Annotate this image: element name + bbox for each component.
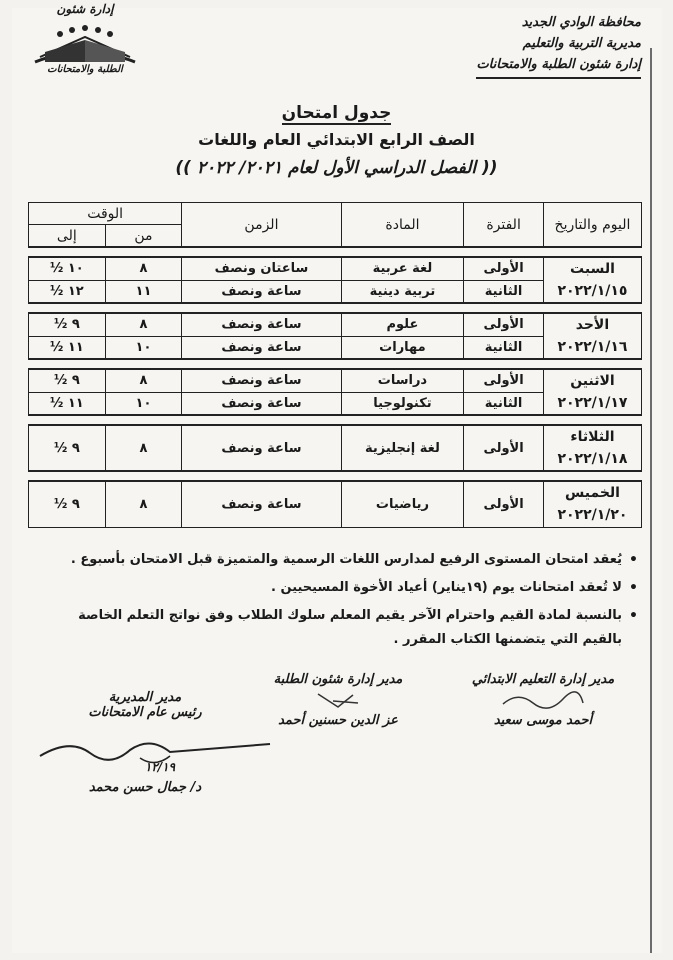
handwritten-date: ١٢/١٩ [144,760,176,774]
department-logo [20,2,150,82]
logo-top-text: إدارة شئون [56,2,114,16]
subject-cell: مهارات [341,336,464,359]
period-cell: الأولى [464,425,544,471]
from-cell: ١١ [105,280,182,303]
signature-primary-title: مدير إدارة التعليم الابتدائي [471,672,615,687]
day-cell: الخميس ٢٠٢٢/١/٢٠ [543,481,641,527]
table-row [29,369,642,392]
duration-cell: ساعة ونصف [182,313,341,336]
book-people-icon [20,12,150,72]
period-cell: الثانية [464,392,544,415]
from-cell: ٨ [105,369,182,392]
to-cell: ١١ ½ [29,392,106,415]
subject-cell: لغة إنجليزية [341,425,464,471]
to-cell: ٩ ½ [29,425,106,471]
duration-cell: ساعة ونصف [182,392,341,415]
header-time: الوقت [29,203,182,225]
grade-title: الصف الرابع الابتدائي العام واللغات [198,130,475,149]
table-row [29,425,642,471]
day-cell: الاثنين ٢٠٢٢/١/١٧ [543,369,641,415]
signature-affairs [248,672,428,728]
note-item: • يُعقد امتحان المستوى الرفيع لمدارس اللغات الرسمية والمتميزة قبل الامتحان بأسبوع . [50,548,640,572]
signature-directorate-title: مدير المديرية [108,690,182,705]
letterhead-directorate: مديرية التربية والتعليم [522,36,641,51]
from-cell: ٨ [105,313,182,336]
duration-cell: ساعة ونصف [182,481,341,527]
header-subject: المادة [341,203,464,248]
period-cell: الأولى [464,369,544,392]
from-cell: ٨ [105,425,182,471]
exam-title: جدول امتحان [281,103,392,123]
page-border-right [650,48,652,953]
duration-cell: ساعة ونصف [182,369,341,392]
signature-primary [443,672,643,728]
letterhead-department: إدارة شئون الطلبة والامتحانات [476,54,641,79]
day-cell: السبت ٢٠٢٢/١/١٥ [543,257,641,303]
subject-cell: دراسات [341,369,464,392]
from-cell: ٨ [105,481,182,527]
to-cell: ١١ ½ [29,336,106,359]
exam-schedule-table [28,202,642,528]
table-row [29,313,642,336]
signature-affairs-title: مدير إدارة شئون الطلبة [273,672,403,687]
handwritten-signature-icon [308,689,368,711]
to-cell: ٩ ½ [29,313,106,336]
letterhead-governorate: محافظة الوادي الجديد [521,15,641,30]
period-cell: الأولى [464,257,544,280]
header-period: الفترة [464,203,544,248]
from-cell: ١٠ [105,336,182,359]
period-cell: الثانية [464,280,544,303]
subject-cell: علوم [341,313,464,336]
duration-cell: ساعة ونصف [182,336,341,359]
signature-directorate [60,690,230,720]
period-cell: الأولى [464,481,544,527]
note-item: • بالنسبة لمادة القيم واحترام الآخر يقيم المعلم سلوك الطلاب وفق نواتج التعلم الخاصة بالقيم التي يتضمنها الكتاب المقرر . [50,604,640,652]
subject-cell: تربية دينية [341,280,464,303]
duration-cell: ساعة ونصف [182,280,341,303]
from-cell: ٨ [105,257,182,280]
to-cell: ٩ ½ [29,481,106,527]
subject-cell: لغة عربية [341,257,464,280]
to-cell: ١٠ ½ [29,257,106,280]
period-cell: الأولى [464,313,544,336]
header-day: اليوم والتاريخ [543,203,641,248]
table-row [29,257,642,280]
header-from: من [105,225,182,248]
to-cell: ٩ ½ [29,369,106,392]
handwritten-signature-icon [498,689,588,711]
header-duration: الزمن [182,203,341,248]
signature-affairs-name: عز الدين حسنين أحمد [278,713,398,728]
duration-cell: ساعتان ونصف [182,257,341,280]
day-cell: الثلاثاء ٢٠٢٢/١/١٨ [543,425,641,471]
signature-primary-name: أحمد موسى سعيد [493,713,593,728]
signature-directorate-name: د/ جمال حسن محمد [88,780,202,795]
term-title: (( الفصل الدراسي الأول لعام ٢٠٢١/ ٢٠٢٢ )) [175,158,498,178]
note-item: • لا تُعقد امتحانات يوم (١٩يناير) أعياد الأخوة المسيحيين . [50,576,640,600]
from-cell: ١٠ [105,392,182,415]
period-cell: الثانية [464,336,544,359]
letterhead [441,12,641,79]
logo-caption: الطلبة والامتحانات [47,64,123,75]
subject-cell: تكنولوجيا [341,392,464,415]
notes-list [50,548,640,656]
header-to: إلى [29,225,106,248]
signature-directorate-subtitle: رئيس عام الامتحانات [88,705,202,720]
duration-cell: ساعة ونصف [182,425,341,471]
table-row [29,481,642,527]
to-cell: ١٢ ½ [29,280,106,303]
day-cell: الأحد ٢٠٢٢/١/١٦ [543,313,641,359]
subject-cell: رياضيات [341,481,464,527]
